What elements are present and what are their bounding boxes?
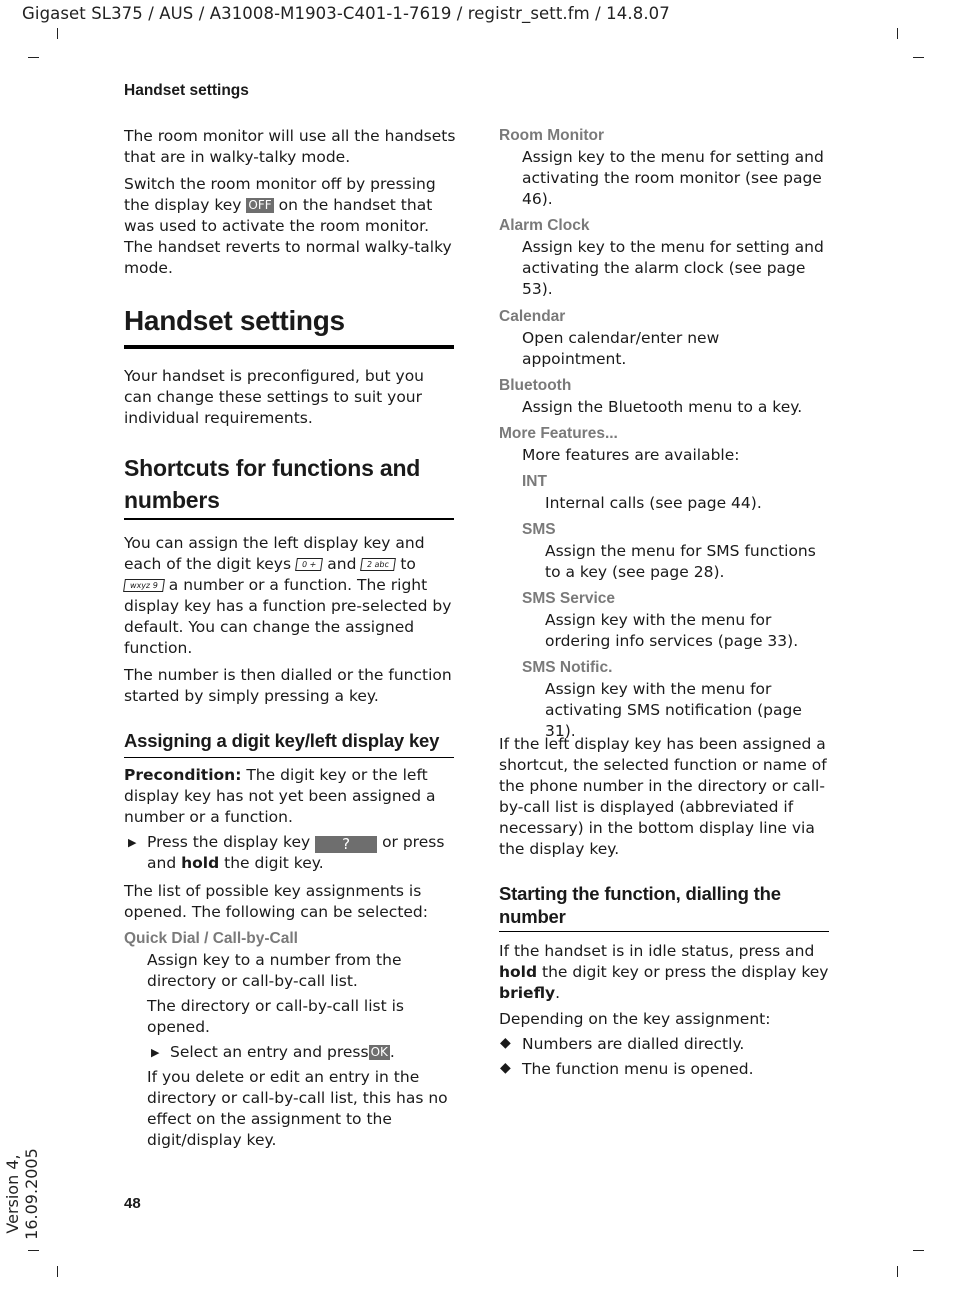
term-sms-notific: SMS Notific. bbox=[522, 659, 613, 676]
term-int: INT bbox=[522, 473, 547, 490]
heading-rule bbox=[124, 345, 454, 349]
ok-key-icon: OK bbox=[370, 1045, 388, 1059]
paragraph-intro: Your handset is preconfigured, but you can change these settings to suit your individual requirements. bbox=[124, 367, 424, 427]
crop-mark bbox=[28, 57, 39, 58]
desc-more-features: More features are available: bbox=[522, 446, 740, 464]
bullet-item: Numbers are dialled directly. bbox=[522, 1035, 745, 1053]
paragraph-depending: Depending on the key assignment: bbox=[499, 1010, 771, 1028]
crop-mark bbox=[897, 1266, 898, 1277]
key-9-icon: wxyz 9 bbox=[123, 579, 165, 592]
term-sms-service: SMS Service bbox=[522, 590, 616, 607]
term-room-monitor: Room Monitor bbox=[499, 127, 605, 144]
subsubsection-heading-line1: Starting the function, dialling the bbox=[499, 883, 781, 904]
page-number: 48 bbox=[124, 1195, 141, 1212]
term-calendar: Calendar bbox=[499, 308, 566, 325]
subsection-heading-line2: numbers bbox=[124, 487, 220, 513]
paragraph-shortcut: If the left display key has been assigned a shortcut, the selected function or name of the phone number in the directory or call-by-call list is displayed (abbreviated if necessary) in the bottom display line via the display key. bbox=[499, 735, 827, 858]
paragraph-dialled: The number is then dialled or the function started by simply pressing a key. bbox=[124, 666, 452, 705]
subsubsection-heading: Assigning a digit key/left display key bbox=[124, 730, 440, 751]
step-arrow-icon: ▶ bbox=[128, 836, 137, 849]
subheading-rule bbox=[124, 518, 454, 520]
paragraph-list: The list of possible key assignments is opened. The following can be selected: bbox=[124, 882, 428, 921]
subsubheading-rule bbox=[124, 757, 454, 758]
desc-alarm-clock: Assign key to the menu for setting and activating the alarm clock (see page 53). bbox=[522, 238, 824, 298]
term-bluetooth: Bluetooth bbox=[499, 377, 572, 394]
bullet-diamond-icon: ◆ bbox=[500, 1060, 511, 1076]
desc-sms-service: Assign key with the menu for ordering info services (page 33). bbox=[545, 611, 799, 650]
quick-dial-desc: Assign key to a number from the directory or call-by-call list. bbox=[147, 951, 402, 990]
desc-room-monitor: Assign key to the menu for setting and activating the room monitor (see page 46). bbox=[522, 148, 824, 208]
term-alarm-clock: Alarm Clock bbox=[499, 217, 590, 234]
bullet-item: The function menu is opened. bbox=[522, 1060, 754, 1078]
crop-mark bbox=[897, 28, 898, 39]
paragraph-idle: If the handset is in idle status, press and hold the digit key or press the display key briefly. bbox=[499, 942, 829, 1002]
desc-sms-notific: Assign key with the menu for activating SMS notification (page 31). bbox=[545, 680, 802, 740]
paragraph-precondition: Precondition: The digit key or the left display key has not yet been assigned a number or a function. bbox=[124, 766, 436, 826]
subsubsection-heading-line2: number bbox=[499, 906, 566, 927]
desc-int: Internal calls (see page 44). bbox=[545, 494, 762, 512]
question-key-icon: ? bbox=[315, 836, 377, 853]
subsection-heading-line1: Shortcuts for functions and bbox=[124, 455, 421, 481]
off-key-icon: OFF bbox=[248, 198, 272, 212]
term-sms: SMS bbox=[522, 521, 556, 538]
paragraph-room-monitor: The room monitor will use all the handsets that are in walky-talky mode. bbox=[124, 127, 456, 166]
key-2-icon: 2 abc bbox=[360, 558, 396, 571]
running-title: Handset settings bbox=[124, 82, 249, 99]
desc-sms: Assign the menu for SMS functions to a key (see page 28). bbox=[545, 542, 816, 581]
bullet-diamond-icon: ◆ bbox=[500, 1035, 511, 1051]
key-0-icon: 0 + bbox=[295, 558, 323, 571]
document-header: Gigaset SL375 / AUS / A31008-M1903-C401-1-7619 / registr_sett.fm / 14.8.07 bbox=[22, 4, 670, 23]
paragraph-switch-off: Switch the room monitor off by pressing the display key OFF on the handset that was used to activate the room monitor. The handset reverts to normal walky-talky mode. bbox=[124, 175, 452, 277]
section-heading: Handset settings bbox=[124, 305, 345, 336]
paragraph-assign: You can assign the left display key and each of the digit keys 0 + and 2 abc to wxyz 9 a number or a function. The right display key has a function pre-selected by default. You can change the assigned function. bbox=[124, 534, 452, 657]
term-more-features: More Features... bbox=[499, 425, 618, 442]
crop-mark bbox=[57, 1266, 58, 1277]
crop-mark bbox=[57, 28, 58, 39]
quick-dial-note: If you delete or edit an entry in the directory or call-by-call list, this has no effect on the assignment to the digit/display key. bbox=[147, 1068, 448, 1149]
quick-dial-desc-2: The directory or call-by-call list is opened. bbox=[147, 997, 404, 1036]
desc-calendar: Open calendar/enter new appointment. bbox=[522, 329, 720, 368]
desc-bluetooth: Assign the Bluetooth menu to a key. bbox=[522, 398, 803, 416]
subsubheading-rule bbox=[499, 931, 829, 932]
version-stamp: Version 4, 16.09.2005 bbox=[3, 1148, 41, 1240]
crop-mark bbox=[913, 1250, 924, 1251]
step-select-entry: Select an entry and press OK . bbox=[170, 1043, 395, 1061]
step-press-key: Press the display key ? or press and hold the digit key. bbox=[147, 833, 445, 872]
step-arrow-icon: ▶ bbox=[151, 1046, 160, 1059]
term-quick-dial: Quick Dial / Call-by-Call bbox=[124, 930, 298, 947]
crop-mark bbox=[913, 57, 924, 58]
